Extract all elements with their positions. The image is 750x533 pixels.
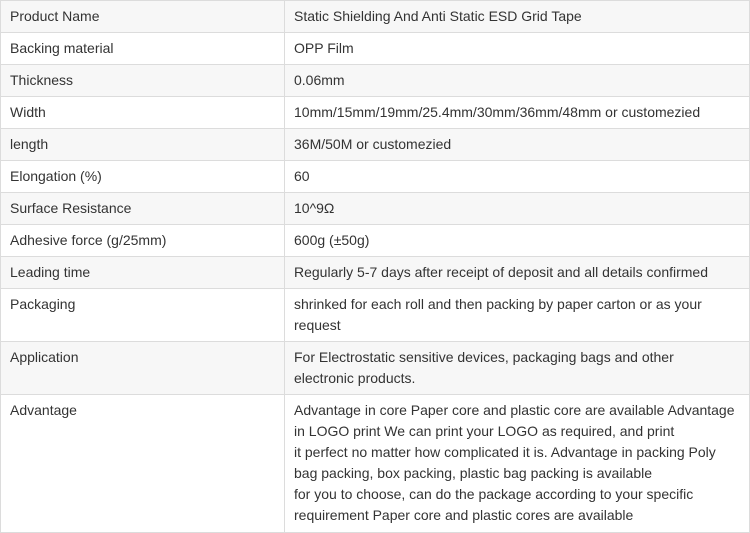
- table-row: [1, 342, 750, 395]
- value-line: in LOGO print We can print your LOGO as required, and print: [294, 423, 675, 439]
- value-line: requirement Paper core and plastic cores are available: [294, 507, 634, 523]
- value-line: electronic products.: [294, 370, 416, 386]
- row-value: [285, 342, 750, 395]
- value-line: 60: [294, 168, 310, 184]
- table-row: [1, 129, 750, 161]
- value-line: 0.06mm: [294, 72, 345, 88]
- row-label: Width: [1, 97, 285, 129]
- row-label: Backing material: [1, 33, 285, 65]
- value-line: Advantage in core Paper core and plastic core are available Advantage: [294, 402, 735, 418]
- value-line: request: [294, 317, 341, 333]
- value-line: for you to choose, can do the package according to your specific: [294, 486, 694, 502]
- table-row: [1, 225, 750, 257]
- value-line: Static Shielding And Anti Static ESD Grid Tape: [294, 8, 582, 24]
- value-line: it perfect no matter how complicated it is. Advantage in packing Poly: [294, 444, 716, 460]
- value-line: shrinked for each roll and then packing by paper carton or as your: [294, 296, 702, 312]
- row-label: Adhesive force (g/25mm): [1, 225, 285, 257]
- value-line: 10^9Ω: [294, 200, 335, 216]
- row-label: Product Name: [1, 1, 285, 33]
- row-value: [285, 193, 750, 225]
- row-value: [285, 33, 750, 65]
- row-value: [285, 1, 750, 33]
- table-row: [1, 193, 750, 225]
- row-label: Leading time: [1, 257, 285, 289]
- row-label: length: [1, 129, 285, 161]
- row-value: [285, 65, 750, 97]
- value-line: bag packing, box packing, plastic bag packing is available: [294, 465, 653, 481]
- row-label: Application: [1, 342, 285, 395]
- row-label: Advantage: [1, 395, 285, 533]
- value-line: 10mm/15mm/19mm/25.4mm/30mm/36mm/48mm or customezied: [294, 104, 701, 120]
- value-line: 36M/50M or customezied: [294, 136, 452, 152]
- table-row: [1, 395, 750, 533]
- table-row: [1, 33, 750, 65]
- row-label: Elongation (%): [1, 161, 285, 193]
- row-value: [285, 257, 750, 289]
- value-line: For Electrostatic sensitive devices, packaging bags and other: [294, 349, 674, 365]
- value-line: 600g (±50g): [294, 232, 370, 248]
- row-value: [285, 395, 750, 533]
- value-line: OPP Film: [294, 40, 354, 56]
- row-value: [285, 225, 750, 257]
- row-value: [285, 161, 750, 193]
- table-row: [1, 65, 750, 97]
- table-row: [1, 289, 750, 342]
- row-label: Thickness: [1, 65, 285, 97]
- table-row: [1, 97, 750, 129]
- row-value: [285, 97, 750, 129]
- row-value: [285, 289, 750, 342]
- row-label: Surface Resistance: [1, 193, 285, 225]
- table-row: [1, 161, 750, 193]
- table-row: [1, 257, 750, 289]
- table-row: [1, 1, 750, 33]
- row-value: [285, 129, 750, 161]
- value-line: Regularly 5-7 days after receipt of deposit and all details confirmed: [294, 264, 708, 280]
- row-label: Packaging: [1, 289, 285, 342]
